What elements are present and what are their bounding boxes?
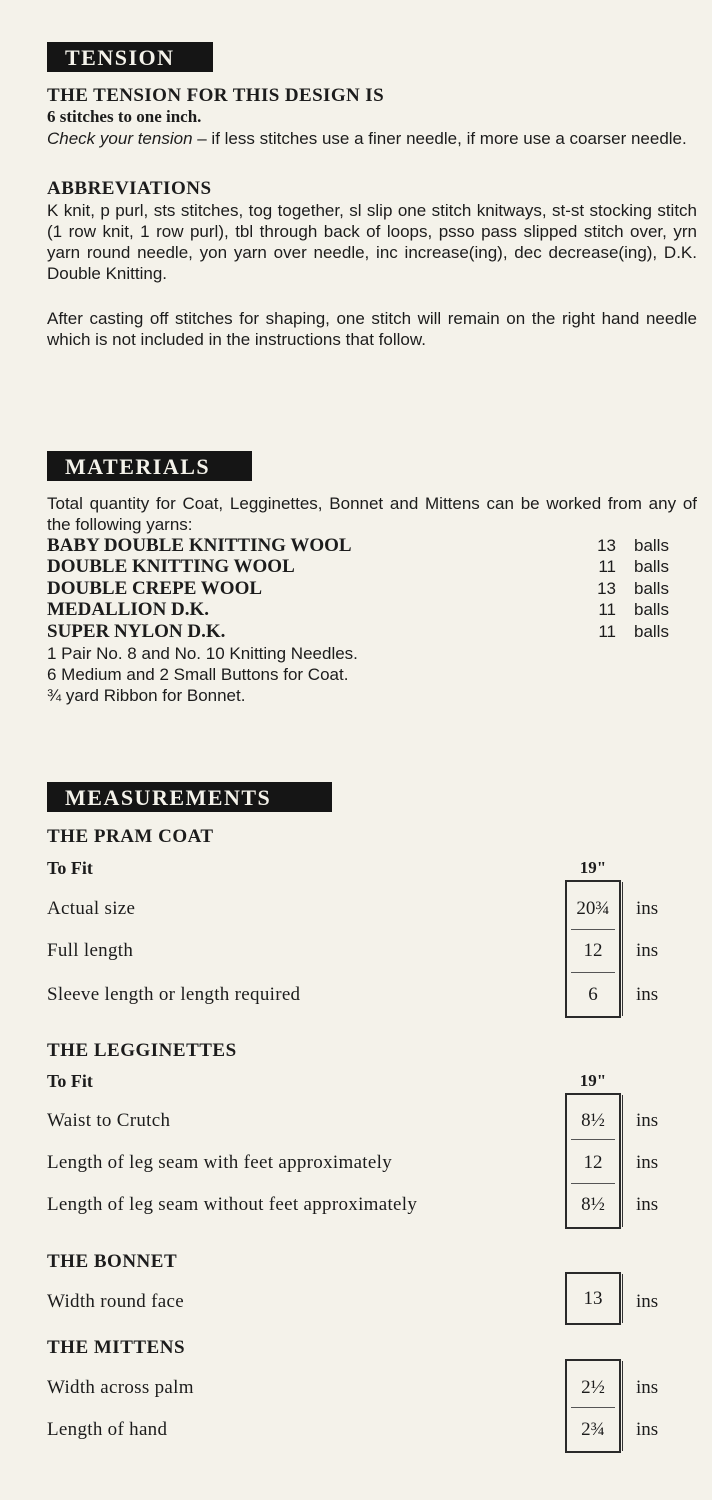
measure-label: Waist to Crutch xyxy=(47,1110,171,1131)
materials-intro: Total quantity for Coat, Legginettes, Bonnet and Mittens can be worked from any of the following yarns: xyxy=(47,494,697,534)
divider xyxy=(571,1183,615,1184)
measure-label: Full length xyxy=(47,940,134,961)
yarn-unit: balls xyxy=(634,600,669,619)
legginettes-to-fit: To Fit xyxy=(47,1071,93,1091)
measure-unit: ins xyxy=(636,1152,659,1173)
divider xyxy=(622,1274,623,1323)
materials-heading: MATERIALS xyxy=(47,451,252,481)
yarn-name: MEDALLION D.K. xyxy=(47,599,210,620)
pram-coat-to-fit: To Fit xyxy=(47,858,93,878)
pram-coat-size: 19" xyxy=(579,858,607,877)
measure-unit: ins xyxy=(636,1291,659,1312)
divider xyxy=(622,1095,623,1227)
yarn-qty: 11 xyxy=(598,557,616,576)
divider xyxy=(571,929,615,930)
measure-label: Actual size xyxy=(47,898,136,919)
yarn-name: DOUBLE KNITTING WOOL xyxy=(47,556,295,577)
measure-label: Width across palm xyxy=(47,1377,194,1398)
divider xyxy=(571,1407,615,1408)
abbreviations-note: After casting off stitches for shaping, one stitch will remain on the right hand needle which is not included in the instructions that follow. xyxy=(47,309,697,349)
yarn-qty: 13 xyxy=(597,579,616,598)
measure-value: 20¾ xyxy=(576,898,610,919)
yarn-qty: 11 xyxy=(598,622,616,641)
yarn-name: SUPER NYLON D.K. xyxy=(47,621,226,642)
divider xyxy=(571,1139,615,1140)
bonnet-title: THE BONNET xyxy=(47,1251,178,1272)
divider xyxy=(571,972,615,973)
measure-unit: ins xyxy=(636,1110,659,1131)
divider xyxy=(622,1361,623,1451)
measure-unit: ins xyxy=(636,1377,659,1398)
yarn-unit: balls xyxy=(634,579,669,598)
materials-needles: 1 Pair No. 8 and No. 10 Knitting Needles. xyxy=(47,644,358,663)
measure-value: 2½ xyxy=(581,1377,605,1398)
measurements-heading: MEASUREMENTS xyxy=(47,782,332,812)
mittens-title: THE MITTENS xyxy=(47,1337,186,1358)
yarn-unit: balls xyxy=(634,536,669,555)
yarn-unit: balls xyxy=(634,622,669,641)
measure-value: 8½ xyxy=(581,1194,605,1215)
measure-label: Sleeve length or length required xyxy=(47,984,301,1005)
legginettes-title: THE LEGGINETTES xyxy=(47,1040,237,1061)
tension-title: THE TENSION FOR THIS DESIGN IS xyxy=(47,85,385,106)
measure-unit: ins xyxy=(636,898,659,919)
pram-coat-title: THE PRAM COAT xyxy=(47,826,214,847)
abbreviations-text: K knit, p purl, sts stitches, tog together, sl slip one stitch knitways, st-st stocking stitch (1 row knit, 1 row purl), tbl through back of loops, psso pass slipped stitch over, yrn yarn round needle, yon yarn over needle, inc increase(ing), dec decrease(ing), D.K. Double Knitting. xyxy=(47,201,697,283)
divider xyxy=(622,882,623,1016)
tension-stitches: 6 stitches to one inch. xyxy=(47,107,202,126)
materials-buttons: 6 Medium and 2 Small Buttons for Coat. xyxy=(47,665,349,684)
measure-value: 12 xyxy=(583,1152,603,1173)
measure-unit: ins xyxy=(636,1194,659,1215)
legginettes-size: 19" xyxy=(579,1071,607,1090)
measure-value: 13 xyxy=(583,1288,603,1309)
abbreviations-heading: ABBREVIATIONS xyxy=(47,178,212,199)
measure-unit: ins xyxy=(636,1419,659,1440)
measure-value: 6 xyxy=(588,984,598,1005)
materials-ribbon: ¾ yard Ribbon for Bonnet. xyxy=(47,686,246,705)
measure-unit: ins xyxy=(636,940,659,961)
tension-check xyxy=(47,128,697,149)
measure-value: 2¾ xyxy=(581,1419,605,1440)
yarn-name: DOUBLE CREPE WOOL xyxy=(47,578,263,599)
measure-value: 12 xyxy=(583,940,603,961)
measure-label: Width round face xyxy=(47,1291,184,1312)
measure-value: 8½ xyxy=(581,1110,605,1131)
yarn-unit: balls xyxy=(634,557,669,576)
measure-label: Length of hand xyxy=(47,1419,168,1440)
measure-unit: ins xyxy=(636,984,659,1005)
yarn-qty: 11 xyxy=(598,600,616,619)
measure-label: Length of leg seam with feet approximately xyxy=(47,1152,392,1173)
yarn-name: BABY DOUBLE KNITTING WOOL xyxy=(47,535,352,556)
tension-heading: TENSION xyxy=(47,42,213,72)
tension-check-text: – if less stitches use a finer needle, if more use a coarser needle. xyxy=(192,129,687,148)
tension-check-italic: Check your tension xyxy=(47,129,193,148)
yarn-qty: 13 xyxy=(597,536,616,555)
measure-label: Length of leg seam without feet approximately xyxy=(47,1194,418,1215)
